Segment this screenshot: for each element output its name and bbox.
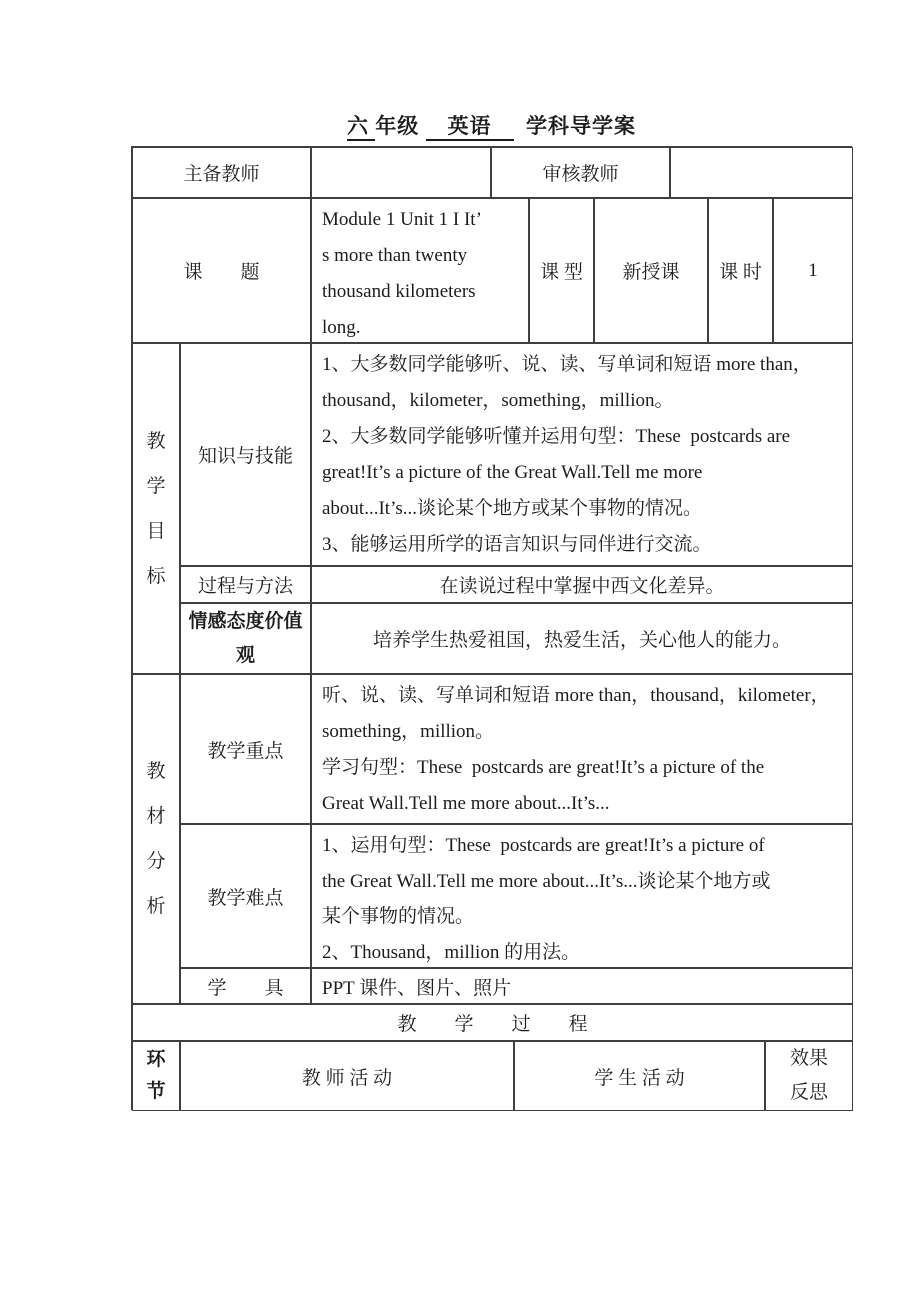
process-method-label-cell: [180, 566, 311, 603]
difficulties-line: 1、运用句型：These postcards are great!It’s a picture of: [322, 835, 765, 856]
key-points-line: something，million。: [322, 721, 495, 742]
review-teacher-label: 审核教师: [542, 164, 619, 185]
topic-label-cell: [132, 198, 311, 343]
title-suffix: 学科导学案: [526, 114, 636, 138]
student-activity-label: 学 生 活 动: [594, 1067, 685, 1089]
process-method-text: 在读说过程中掌握中西文化差异。: [439, 576, 725, 597]
teaching-process-header: 教 学 过 程: [397, 1014, 588, 1035]
side-char: 分: [146, 851, 166, 872]
difficulties-line: 2、Thousand，million 的用法。: [322, 941, 581, 963]
side-char: 目: [146, 520, 166, 542]
knowledge-skills-label-cell: [180, 343, 311, 566]
teacher-activity-label: 教 师 活 动: [301, 1067, 393, 1089]
key-points-line: 学习句型：These postcards are great!It’s a picture of the: [322, 757, 765, 778]
side-char: 教: [146, 430, 166, 452]
process-method-label: 过程与方法: [197, 576, 293, 597]
side-char: 教: [146, 761, 166, 782]
knowledge-line: thousand，kilometer，something，million。: [322, 390, 674, 411]
side-char: 析: [146, 896, 166, 917]
key-points-line: Great Wall.Tell me more about...It’s...: [322, 793, 610, 814]
knowledge-line: 1、大多数同学能够听、说、读、写单词和短语 more than，: [322, 354, 812, 375]
emotion-values-content-cell: [311, 603, 853, 674]
course-type-value: 新授课: [622, 262, 680, 283]
key-points-content-cell: [311, 674, 853, 824]
tools-content-cell: [311, 968, 853, 1004]
period-value: 1: [808, 259, 818, 281]
emotion-values-label-line: 情感态度价值: [188, 610, 303, 632]
prep-teacher-label: 主备教师: [183, 164, 260, 185]
topic-line: s more than twenty: [322, 245, 468, 266]
stage-label-char: 节: [146, 1081, 166, 1102]
review-teacher-value-cell: [670, 147, 853, 198]
review-teacher-label-cell: [491, 147, 670, 198]
knowledge-skills-content-cell: [311, 343, 853, 566]
difficulties-label-cell: [180, 824, 311, 968]
topic-line: Module 1 Unit 1 I It’: [322, 209, 482, 230]
effect-reflection-cell: [765, 1041, 853, 1111]
course-type-label: 课 型: [540, 262, 583, 283]
title-subject: 英语: [426, 114, 514, 141]
tools-text: PPT 课件、图片、照片: [322, 977, 512, 999]
topic-line: thousand kilometers: [322, 281, 476, 302]
teaching-goals-side-label-cell: [132, 343, 180, 674]
lesson-plan-table: [131, 146, 852, 1110]
key-points-label-cell: [180, 674, 311, 824]
difficulties-line: the Great Wall.Tell me more about...It’s...谈论某个地方或: [322, 870, 771, 892]
key-points-line: 听、说、读、写单词和短语 more than，thousand，kilometer，: [322, 685, 830, 706]
emotion-values-text: 培养学生热爱祖国，热爱生活，关心他人的能力。: [372, 630, 791, 651]
knowledge-line: about...It’s...谈论某个地方或某个事物的情况。: [322, 498, 702, 519]
material-analysis-side-label-cell: [132, 674, 180, 1004]
tools-label: 学 具: [207, 977, 284, 999]
teaching-process-header-cell: [132, 1004, 853, 1041]
stage-label-cell: [132, 1041, 180, 1111]
difficulties-label: 教学难点: [207, 887, 284, 909]
emotion-values-label-line: 观: [235, 644, 255, 666]
topic-label: 课 题: [183, 262, 260, 283]
topic-value-cell: [311, 198, 529, 343]
tools-label-cell: [180, 968, 311, 1004]
difficulties-line: 某个事物的情况。: [322, 906, 475, 927]
effect-reflection-line: 反思: [789, 1082, 828, 1103]
effect-reflection-line: 效果: [789, 1048, 828, 1069]
difficulties-content-cell: [311, 824, 853, 968]
knowledge-line: 3、能够运用所学的语言知识与同伴进行交流。: [322, 534, 712, 555]
course-type-value-cell: [594, 198, 708, 343]
knowledge-line: great!It’s a picture of the Great Wall.Tell me more: [322, 462, 703, 483]
emotion-values-label-cell: [180, 603, 311, 674]
document-title: [131, 110, 852, 140]
knowledge-skills-label: 知识与技能: [197, 446, 293, 467]
prep-teacher-label-cell: [132, 147, 311, 198]
title-grade-suffix: 年级: [375, 114, 420, 138]
key-points-label: 教学重点: [207, 740, 284, 762]
period-label: 课 时: [719, 262, 762, 283]
side-char: 标: [146, 565, 166, 587]
course-type-label-cell: [529, 198, 594, 343]
stage-label-char: 环: [146, 1049, 166, 1070]
process-method-content-cell: [311, 566, 853, 603]
period-label-cell: [708, 198, 773, 343]
knowledge-line: 2、大多数同学能够听懂并运用句型：These postcards are: [322, 426, 791, 447]
period-value-cell: [773, 198, 853, 343]
side-char: 材: [146, 806, 166, 827]
teacher-activity-cell: [180, 1041, 514, 1111]
student-activity-cell: [514, 1041, 765, 1111]
topic-line: long.: [322, 317, 361, 338]
title-grade: 六: [347, 114, 375, 141]
prep-teacher-value-cell: [311, 147, 491, 198]
side-char: 学: [146, 475, 166, 497]
